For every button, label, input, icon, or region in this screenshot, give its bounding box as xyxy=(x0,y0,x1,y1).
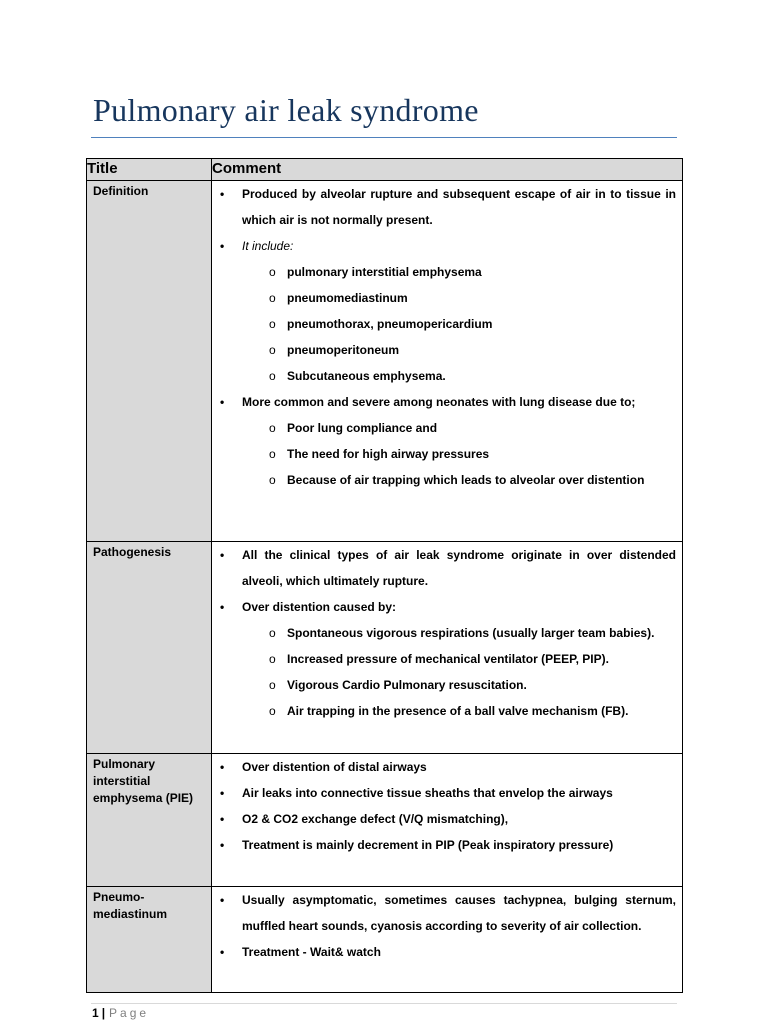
content-table xyxy=(86,158,683,993)
row-title: Pneumo-mediastinum xyxy=(87,887,212,993)
row-title: Pathogenesis xyxy=(87,542,212,754)
sub-list-item: o pneumothorax, pneumopericardium xyxy=(269,317,493,331)
list-item: • O2 & CO2 exchange defect (V/Q mismatching), xyxy=(220,812,509,826)
footer-divider xyxy=(91,1003,677,1004)
table-row xyxy=(87,542,683,754)
page-footer xyxy=(92,1006,149,1020)
row-title: Definition xyxy=(87,181,212,542)
bullet-list xyxy=(218,542,676,724)
title-underline xyxy=(91,137,677,138)
list-item: • Treatment - Wait& watch xyxy=(220,945,381,959)
table-row xyxy=(87,181,683,542)
page-number: 1 xyxy=(92,1006,99,1020)
sub-list-item: o Because of air trapping which leads to alveolar over distention xyxy=(269,473,645,487)
sub-list-item: o pulmonary interstitial emphysema xyxy=(269,265,482,279)
list-item: • All the clinical types of air leak syndrome originate in over distended alveoli, which ultimately rupture. xyxy=(220,548,676,588)
list-item: • Over distention caused by: o Spontaneous vigorous respirations (usually larger team babies). o Increased pressure of mechanical ventilator (PEEP, PIP). o Vigorous Cardio Pulmonary resuscitation. o Air trapping in the presence of a ball valve mechanism (FB). xyxy=(218,594,676,724)
row-comment xyxy=(212,542,683,754)
table-row xyxy=(87,754,683,887)
page-label: Page xyxy=(109,1006,150,1020)
row-comment xyxy=(212,887,683,993)
footer-separator: | xyxy=(101,1006,106,1020)
sub-list-item: o Subcutaneous emphysema. xyxy=(269,369,446,383)
bullet-list xyxy=(218,754,676,858)
list-item: • Over distention of distal airways xyxy=(220,760,427,774)
sub-list-item: o Air trapping in the presence of a ball valve mechanism (FB). xyxy=(269,704,629,718)
table-row xyxy=(87,887,683,993)
sub-list-item: o The need for high airway pressures xyxy=(269,447,490,461)
list-item: • Treatment is mainly decrement in PIP (Peak inspiratory pressure) xyxy=(220,838,614,852)
header-title: Title xyxy=(87,159,212,181)
row-title: Pulmonary interstitial emphysema (PIE) xyxy=(87,754,212,887)
sub-list-item: o pneumomediastinum xyxy=(269,291,408,305)
sub-list xyxy=(242,259,676,389)
table-header-row xyxy=(87,159,683,181)
list-item: • More common and severe among neonates with lung disease due to; o Poor lung compliance and o The need for high airway pressures o Because of air trapping which leads to alveolar over distention xyxy=(218,389,676,493)
sub-list-item: o Spontaneous vigorous respirations (usually larger team babies). xyxy=(269,626,655,640)
sub-list-item: o Poor lung compliance and xyxy=(269,421,438,435)
bullet-list xyxy=(218,887,676,965)
sub-list xyxy=(242,415,676,493)
bullet-list xyxy=(218,181,676,493)
sub-list-item: o Vigorous Cardio Pulmonary resuscitation. xyxy=(269,678,527,692)
list-item: • Produced by alveolar rupture and subsequent escape of air in to tissue in which air is not normally present. xyxy=(220,187,676,227)
page-title: Pulmonary air leak syndrome xyxy=(93,92,479,128)
sub-list xyxy=(242,620,676,724)
header-comment: Comment xyxy=(212,159,683,181)
list-item: • Usually asymptomatic, sometimes causes tachypnea, bulging sternum, muffled heart sounds, cyanosis according to severity of air collection. xyxy=(220,893,676,933)
list-item: • Air leaks into connective tissue sheaths that envelop the airways xyxy=(220,786,613,800)
sub-list-item: o Increased pressure of mechanical ventilator (PEEP, PIP). xyxy=(269,652,609,666)
sub-list-item: o pneumoperitoneum xyxy=(269,343,400,357)
list-item: • It include: o pulmonary interstitial emphysema o pneumomediastinum o pneumothorax, pneumopericardium o pneumoperitoneum o Subcutaneous emphysema. xyxy=(218,233,676,389)
row-comment xyxy=(212,754,683,887)
row-comment xyxy=(212,181,683,542)
